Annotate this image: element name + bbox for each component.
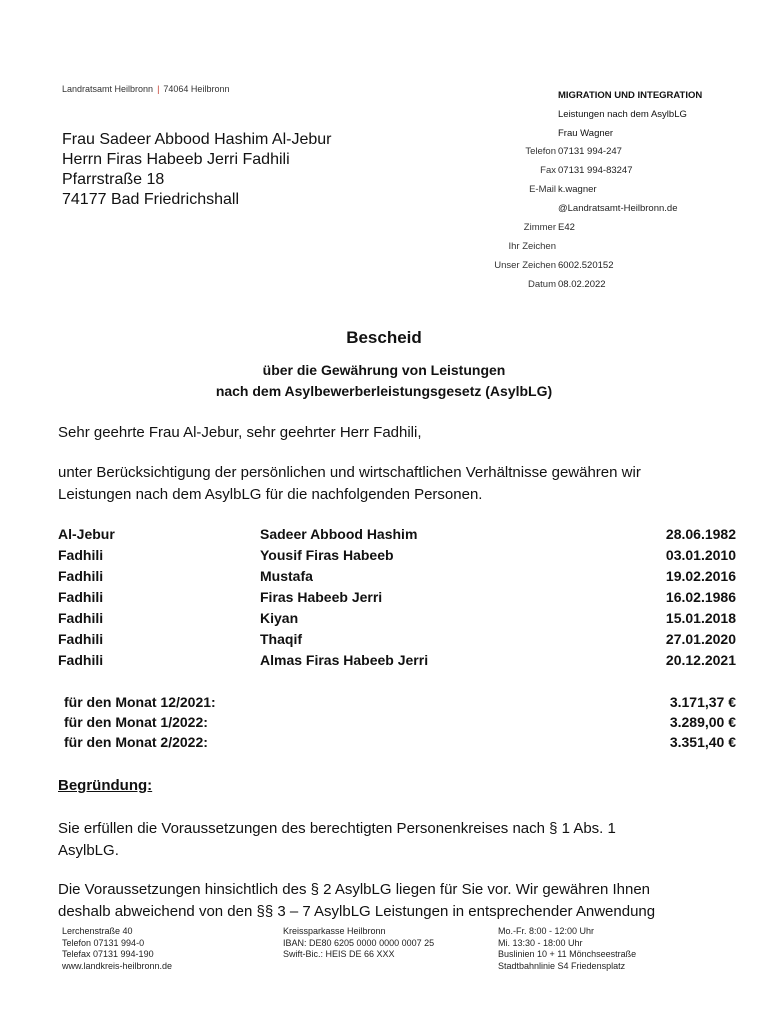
person-birthdate: 19.02.2016 [665, 568, 736, 584]
department-title: MIGRATION UND INTEGRATION [558, 90, 703, 101]
document-heading: Bescheid [346, 328, 422, 347]
footer-line: Telefon 07131 994-0 [62, 937, 145, 948]
month-amount: 3.289,00 € [669, 714, 736, 730]
footer-bank [283, 926, 434, 961]
reason-p1-line-1: Sie erfüllen die Voraussetzungen des berechtigten Personenkreises nach § 1 Abs. 1 [58, 820, 616, 837]
person-row [58, 568, 736, 589]
contact-value: 08.02.2022 [558, 279, 606, 290]
intro-line-1: unter Berücksichtigung der persönlichen und wirtschaftlichen Verhältnisse gewähren wir [58, 464, 641, 481]
person-first-name: Almas Firas Habeeb Jerri [260, 652, 429, 668]
person-row [58, 631, 736, 652]
recipient-line-2: Herrn Firas Habeeb Jerri Fadhili [62, 151, 290, 168]
monthly-amounts [64, 694, 736, 754]
reason-p2-line-2: deshalb abweichend von den §§ 3 – 7 AsylbLG Leistungen in entsprechender Anwendung [58, 903, 656, 920]
month-label: für den Monat 2/2022: [64, 734, 208, 750]
person-last-name: Al-Jebur [58, 526, 115, 542]
person-first-name: Kiyan [260, 610, 299, 626]
reason-p1-line-2: AsylbLG. [58, 842, 119, 859]
footer-address [62, 926, 172, 972]
footer-line: Swift-Bic.: HEIS DE 66 XXX [283, 949, 395, 959]
recipient-line-1: Frau Sadeer Abbood Hashim Al-Jebur [62, 131, 332, 148]
month-amount: 3.351,40 € [669, 734, 736, 750]
month-label: für den Monat 12/2021: [64, 694, 216, 710]
footer-hours [498, 926, 636, 972]
footer-line: Mo.-Fr. 8:00 - 12:00 Uhr [498, 926, 595, 936]
month-row [64, 734, 736, 754]
month-amount: 3.171,37 € [669, 694, 736, 710]
intro-line-2: Leistungen nach dem AsylbLG für die nachfolgenden Personen. [58, 486, 483, 503]
contact-value: 07131 994-247 [558, 146, 622, 157]
person-birthdate: 03.01.2010 [665, 547, 736, 563]
person-birthdate: 20.12.2021 [665, 652, 736, 668]
sender-separator: | [157, 84, 160, 94]
subheading-line-1: über die Gewährung von Leistungen [262, 362, 506, 378]
contact-value: 6002.520152 [558, 260, 614, 271]
person-last-name: Fadhili [58, 652, 104, 668]
person-birthdate: 28.06.1982 [665, 526, 736, 542]
person-last-name: Fadhili [58, 631, 104, 647]
footer-line: Buslinien 10 + 11 Mönchseestraße [498, 949, 637, 959]
intro-paragraph [58, 462, 738, 506]
person-last-name: Fadhili [58, 589, 104, 605]
persons-table [58, 526, 736, 673]
month-label: für den Monat 1/2022: [64, 714, 208, 730]
person-first-name: Firas Habeeb Jerri [260, 589, 383, 605]
person-last-name: Fadhili [58, 547, 104, 563]
recipient-address [62, 130, 331, 210]
footer-website-link[interactable]: www.landkreis-heilbronn.de [62, 960, 173, 971]
person-first-name: Sadeer Abbood Hashim [260, 526, 418, 542]
person-birthdate: 16.02.1986 [665, 589, 736, 605]
contact-label: Fax [540, 165, 556, 176]
person-first-name: Thaqif [260, 631, 302, 647]
contact-label: E-Mail [529, 184, 556, 195]
contact-label: Telefon [525, 146, 556, 157]
footer-line: Mi. 13:30 - 18:00 Uhr [498, 937, 583, 948]
contact-label: Zimmer [523, 222, 556, 233]
contact-value: E42 [558, 222, 575, 233]
sender-city: 74064 Heilbronn [163, 84, 230, 94]
salutation: Sehr geehrte Frau Al-Jebur, sehr geehrter Herr Fadhili, [58, 424, 422, 441]
person-birthdate: 27.01.2020 [665, 631, 736, 647]
department-block [558, 86, 702, 143]
contact-label: Datum [528, 279, 556, 290]
footer-line: Kreissparkasse Heilbronn [283, 926, 386, 936]
footer-line: IBAN: DE80 6205 0000 0000 0007 25 [283, 937, 435, 948]
person-birthdate: 15.01.2018 [665, 610, 736, 626]
footer-line: Stadtbahnlinie S4 Friedensplatz [498, 960, 626, 971]
person-row [58, 526, 736, 547]
reason-p2-line-1: Die Voraussetzungen hinsichtlich des § 2 AsylbLG liegen für Sie vor. Wir gewähren Ihnen [58, 881, 651, 898]
reason-heading: Begründung: [58, 777, 153, 794]
person-row [58, 610, 736, 631]
footer-line: Lerchenstraße 40 [62, 926, 133, 936]
person-last-name: Fadhili [58, 568, 104, 584]
person-row [58, 652, 736, 673]
department-clerk: Frau Wagner [558, 128, 614, 139]
recipient-line-3: Pfarrstraße 18 [62, 171, 165, 188]
recipient-line-4: 74177 Bad Friedrichshall [62, 191, 239, 208]
department-subtitle: Leistungen nach dem AsylbLG [558, 109, 687, 120]
person-row [58, 547, 736, 568]
contact-value: 07131 994-83247 [558, 165, 633, 176]
contact-value: @Landratsamt-Heilbronn.de [558, 203, 678, 214]
contact-label: Unser Zeichen [494, 260, 556, 271]
month-row [64, 714, 736, 734]
footer-line: Telefax 07131 994-190 [62, 949, 154, 959]
reason-paragraph-2 [58, 879, 738, 923]
reason-paragraph-1 [58, 818, 738, 862]
person-row [58, 589, 736, 610]
sender-line [62, 84, 229, 94]
document-subheading [0, 360, 768, 402]
month-row [64, 694, 736, 714]
contact-label: Ihr Zeichen [508, 241, 556, 252]
person-first-name: Mustafa [260, 568, 313, 584]
person-last-name: Fadhili [58, 610, 104, 626]
contact-block [440, 146, 740, 290]
contact-value: k.wagner [558, 184, 597, 195]
person-first-name: Yousif Firas Habeeb [260, 547, 394, 563]
subheading-line-2: nach dem Asylbewerberleistungsgesetz (AsylbLG) [215, 383, 553, 399]
sender-office: Landratsamt Heilbronn [62, 84, 154, 94]
